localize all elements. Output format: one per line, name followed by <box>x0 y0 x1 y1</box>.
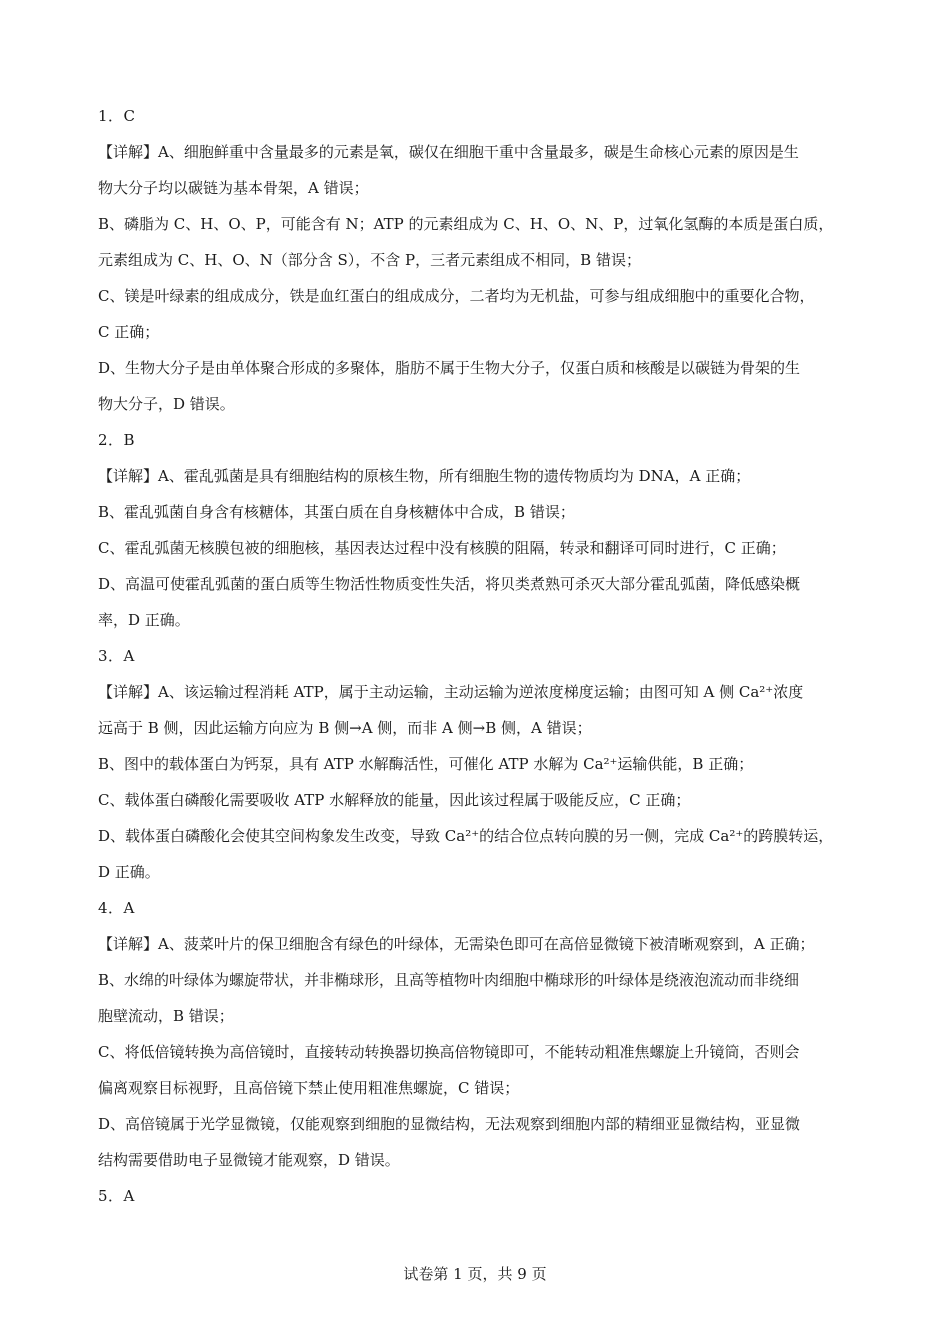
answer-line: 率，D 正确。 <box>98 611 190 629</box>
answer-line: D、生物大分子是由单体聚合形成的多聚体，脂肪不属于生物大分子，仅蛋白质和核酸是以碳链为骨架的生 <box>98 359 801 377</box>
question-number: 5．A <box>98 1187 135 1205</box>
question-number: 3．A <box>98 647 135 665</box>
answer-line: 物大分子均以碳链为基本骨架，A 错误； <box>98 179 369 197</box>
answer-line: 【详解】A、细胞鲜重中含量最多的元素是氧，碳仅在细胞干重中含量最多，碳是生命核心元素的原因是生 <box>98 143 799 161</box>
answer-line: D 正确。 <box>98 863 160 881</box>
answer-line: D、高倍镜属于光学显微镜，仅能观察到细胞的显微结构，无法观察到细胞内部的精细亚显微结构，亚显微 <box>98 1115 801 1133</box>
answer-line: 【详解】A、菠菜叶片的保卫细胞含有绿色的叶绿体，无需染色即可在高倍显微镜下被清晰观察到，A 正确； <box>98 935 815 953</box>
question-number: 1．C <box>98 107 136 125</box>
answer-line: D、高温可使霍乱弧菌的蛋白质等生物活性物质变性失活，将贝类煮熟可杀灭大部分霍乱弧菌，降低感染概 <box>98 575 801 593</box>
answer-body <box>98 98 852 1214</box>
answer-line: C、镁是叶绿素的组成成分，铁是血红蛋白的组成成分，二者均为无机盐，可参与组成细胞中的重要化合物， <box>98 287 815 305</box>
page-footer: 试卷第 1 页，共 9 页 <box>403 1265 547 1283</box>
answer-line: 【详解】A、该运输过程消耗 ATP，属于主动运输，主动运输为逆浓度梯度运输；由图可知 A 侧 Ca²⁺浓度 <box>98 683 804 701</box>
answer-line: C、载体蛋白磷酸化需要吸收 ATP 水解释放的能量，因此该过程属于吸能反应，C 正确； <box>98 791 691 809</box>
answer-line: B、水绵的叶绿体为螺旋带状，并非椭球形，且高等植物叶肉细胞中椭球形的叶绿体是绕液泡流动而非绕细 <box>98 971 800 989</box>
answer-line: 胞壁流动，B 错误； <box>98 1007 234 1025</box>
answer-line: D、载体蛋白磷酸化会使其空间构象发生改变，导致 Ca²⁺的结合位点转向膜的另一侧，完成 Ca²⁺的跨膜转运， <box>98 827 834 845</box>
answer-line: B、霍乱弧菌自身含有核糖体，其蛋白质在自身核糖体中合成，B 错误； <box>98 503 575 521</box>
answer-line: C 正确； <box>98 323 160 341</box>
answer-line: C、霍乱弧菌无核膜包被的细胞核，基因表达过程中没有核膜的阻隔，转录和翻译可同时进行，C 正确； <box>98 539 786 557</box>
answer-line: 物大分子，D 错误。 <box>98 395 235 413</box>
answer-line: B、图中的载体蛋白为钙泵，具有 ATP 水解酶活性，可催化 ATP 水解为 Ca²⁺运输供能，B 正确； <box>98 755 754 773</box>
answer-line: 结构需要借助电子显微镜才能观察，D 错误。 <box>98 1151 400 1169</box>
answer-line: B、磷脂为 C、H、O、P，可能含有 N；ATP 的元素组成为 C、H、O、N、P，过氧化氢酶的本质是蛋白质， <box>98 215 834 233</box>
question-number: 4．A <box>98 899 135 917</box>
answer-line: C、将低倍镜转换为高倍镜时，直接转动转换器切换高倍物镜即可，不能转动粗准焦螺旋上升镜筒，否则会 <box>98 1043 800 1061</box>
question-number: 2．B <box>98 431 136 449</box>
answer-line: 【详解】A、霍乱弧菌是具有细胞结构的原核生物，所有细胞生物的遗传物质均为 DNA，A 正确； <box>98 467 751 485</box>
answer-line: 元素组成为 C、H、O、N（部分含 S），不含 P，三者元素组成不相同，B 错误； <box>98 251 641 269</box>
answer-line: 偏离观察目标视野，且高倍镜下禁止使用粗准焦螺旋，C 错误； <box>98 1079 520 1097</box>
answer-line: 远高于 B 侧，因此运输方向应为 B 侧→A 侧，而非 A 侧→B 侧，A 错误； <box>98 719 592 737</box>
